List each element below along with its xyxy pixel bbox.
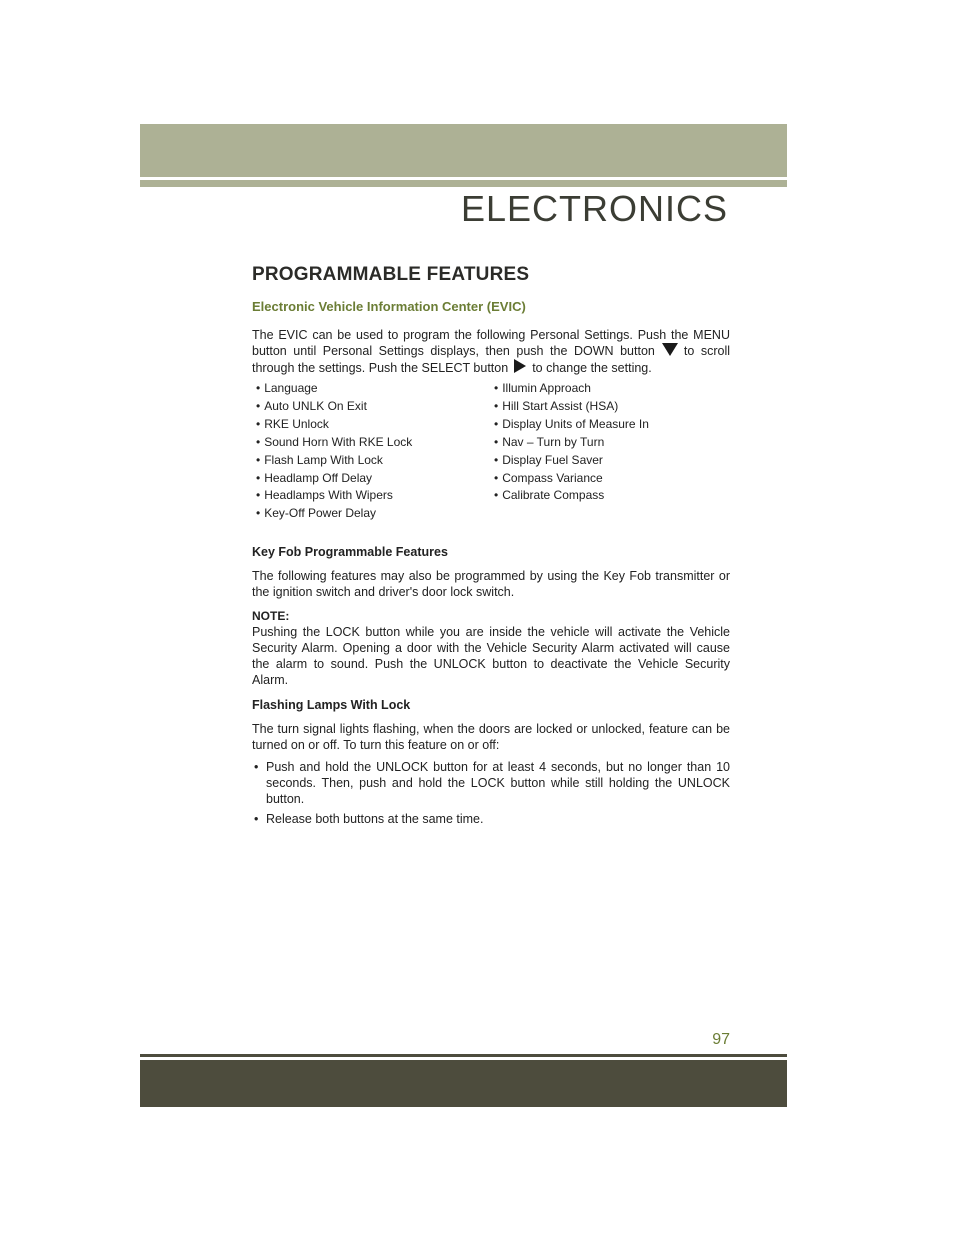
list-item: • Hill Start Assist (HSA) <box>494 398 649 416</box>
list-item: • Flash Lamp With Lock <box>256 452 494 470</box>
footer-rule <box>140 1054 787 1057</box>
list-item: • Auto UNLK On Exit <box>256 398 494 416</box>
flashing-lamps-heading: Flashing Lamps With Lock <box>252 698 411 713</box>
list-item: • Key-Off Power Delay <box>256 505 494 523</box>
list-item: • Compass Variance <box>494 470 649 488</box>
header-rule <box>140 180 787 187</box>
note-label: NOTE: <box>252 609 290 624</box>
page-content <box>252 262 730 831</box>
steps-list <box>252 759 730 827</box>
list-item: • Display Fuel Saver <box>494 452 649 470</box>
list-item: • Nav – Turn by Turn <box>494 434 649 452</box>
list-item: • Calibrate Compass <box>494 487 649 505</box>
header-band <box>140 124 787 177</box>
list-item: • Illumin Approach <box>494 380 649 398</box>
settings-column-1 <box>256 380 494 523</box>
list-item: • Release both buttons at the same time. <box>252 811 730 827</box>
list-item: • Push and hold the UNLOCK button for at least 4 seconds, but no longer than 10 seconds. Then, push and hold the LOCK button while still holding the UNLOCK button. <box>252 759 730 807</box>
intro-part-2: to scroll through the settings. Push the SELECT button <box>252 344 730 375</box>
list-item: • Headlamp Off Delay <box>256 470 494 488</box>
settings-list <box>252 380 730 523</box>
intro-part-1: The EVIC can be used to program the following Personal Settings. Push the MENU button until Personal Settings displays, then push the DOWN button <box>252 328 730 358</box>
intro-paragraph <box>252 327 730 376</box>
list-item: • Display Units of Measure In <box>494 416 649 434</box>
page-number: 97 <box>712 1031 730 1048</box>
keyfob-heading: Key Fob Programmable Features <box>252 545 448 560</box>
keyfob-paragraph: The following features may also be programmed by using the Key Fob transmitter or the ignition switch and driver's door lock switch. <box>252 569 730 600</box>
down-triangle-icon <box>662 343 678 356</box>
flashing-lamps-paragraph: The turn signal lights flashing, when the doors are locked or unlocked, feature can be turned on or off. To turn this feature on or off: <box>252 722 730 753</box>
list-item: • Sound Horn With RKE Lock <box>256 434 494 452</box>
list-item: • Headlamps With Wipers <box>256 487 494 505</box>
note-paragraph: Pushing the LOCK button while you are inside the vehicle will activate the Vehicle Security Alarm. Opening a door with the Vehicle Security Alarm activated will cause the alarm to sound. Push the UNLOCK button to deactivate the Vehicle Security Alarm. <box>252 625 730 688</box>
right-triangle-icon <box>514 359 526 373</box>
section-title: ELECTRONICS <box>460 188 728 229</box>
list-item: • RKE Unlock <box>256 416 494 434</box>
footer-band <box>140 1060 787 1107</box>
intro-part-3: to change the setting. <box>532 361 652 375</box>
settings-column-2 <box>494 380 649 523</box>
page-heading: PROGRAMMABLE FEATURES <box>252 264 530 285</box>
evic-subheading: Electronic Vehicle Information Center (EVIC) <box>252 299 526 314</box>
list-item: • Language <box>256 380 494 398</box>
